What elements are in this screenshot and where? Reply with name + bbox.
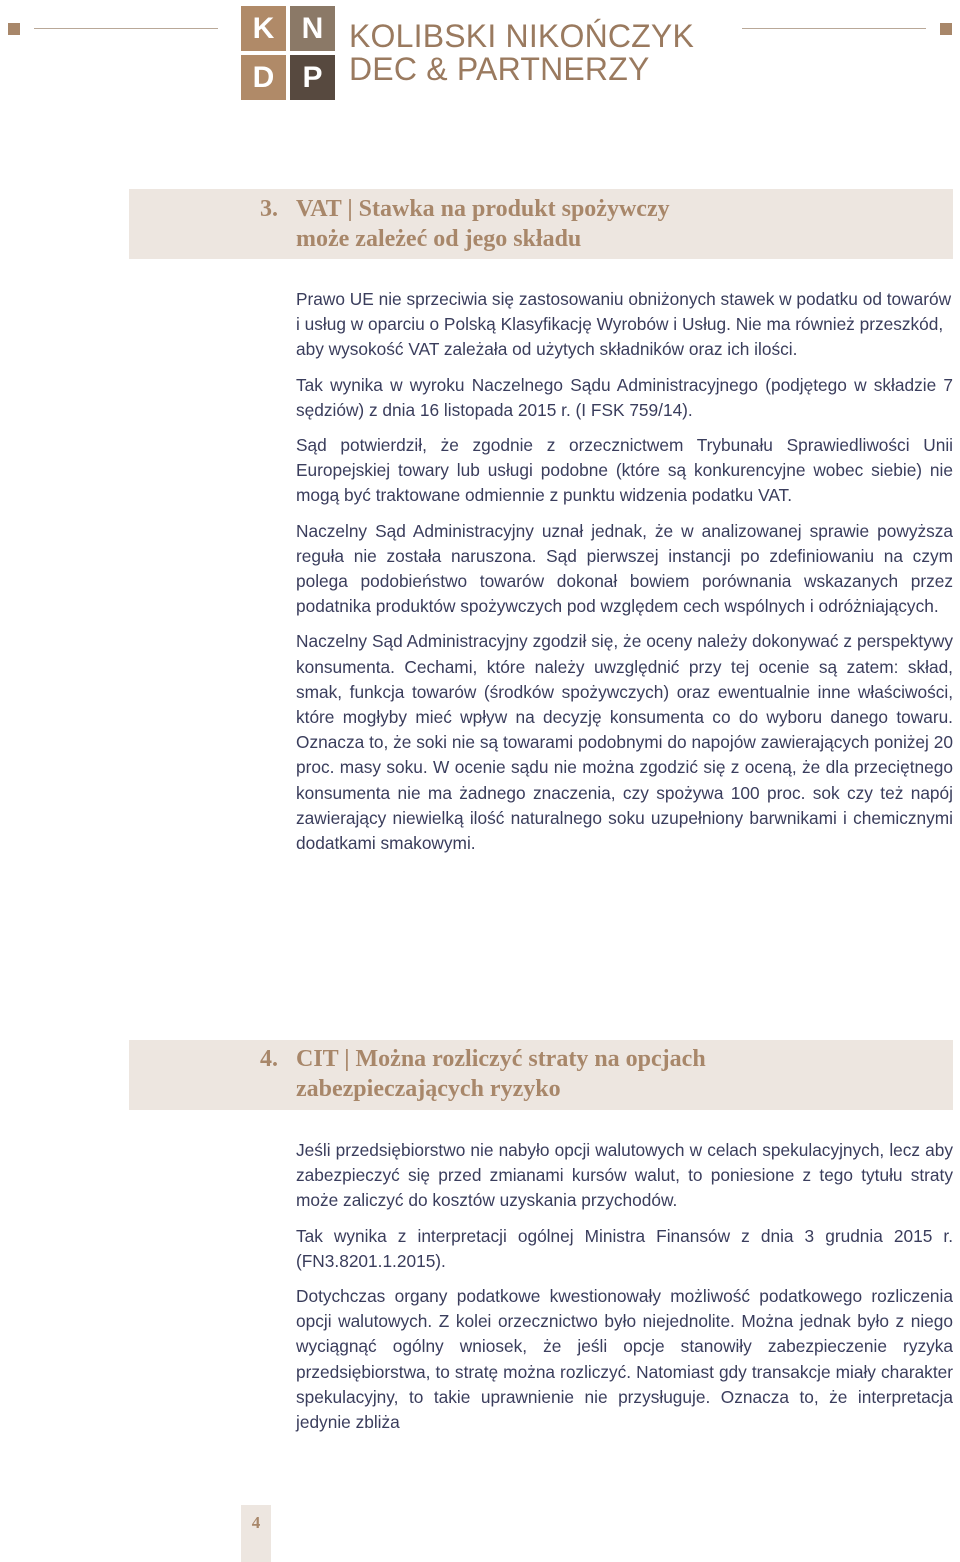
logo-letter-k: K — [241, 6, 286, 51]
section-3-body — [296, 287, 953, 866]
section-4-body — [296, 1138, 953, 1445]
section-3-number: 3. — [260, 196, 278, 222]
logo-letter-d: D — [241, 55, 286, 100]
logo-letter-p: P — [290, 55, 335, 100]
section-3-paragraph: Sąd potwierdził, że zgodnie z orzecznictwem Trybunału Sprawiedliwości Unii Europejskiej towary lub usługi podobne (które są konkurencyjne wobec siebie) nie mogą być traktowane odmiennie z punktu widzenia podatku VAT. — [296, 435, 953, 506]
page-number-text: 4 — [251, 1513, 261, 1532]
section-3-title: VAT | Stawka na produkt spożywczy może zależeć od jego składu — [296, 196, 670, 252]
section-3-paragraph: Naczelny Sąd Administracyjny zgodził się, że oceny należy dokonywać z perspektywy konsumenta. Cechami, które należy uwzględnić przy tej ocenie są zatem: skład, smak, funkcja towarów (środków spożywczych) oraz ewentualnie inne właściwości, które mogłyby mieć wpływ na decyzję konsumenta co do wyboru danego towaru. Oznacza to, że soki nie są towarami podobnymi do napojów zawierających poniżej 20 proc. masy soku. W ocenie sądu nie można zgodzić się z oceną, że dla przeciętnego konsumenta nie ma żadnego znaczenia, czy spożywa 100 proc. sok czy też napój zawierający niewielką ilość naturalnego soku uzupełniony barwnikami i chemicznymi dodatkami smakowymi. — [296, 631, 953, 854]
logo-letter-n: N — [290, 6, 335, 51]
section-4-title: CIT | Można rozliczyć straty na opcjach zabezpieczających ryzyko — [296, 1046, 706, 1102]
header-rule-left — [34, 28, 218, 29]
page-number — [241, 1505, 271, 1562]
firm-name-line1: KOLIBSKI NIKOŃCZYK — [349, 18, 695, 54]
firm-name-line2: DEC & PARTNERZY — [349, 51, 650, 87]
firm-name — [349, 20, 694, 86]
section-4-paragraph: Dotychczas organy podatkowe kwestionowały możliwość podatkowego rozliczenia opcji walutowych. Z kolei orzecznictwo było niejednolite. Można jednak było z niego wyciągnąć ogólny wniosek, że jeśli opcje stanowiły zabezpieczenie ryzyka przedsiębiorstwa, to stratę można rozliczyć. Natomiast gdy transakcje miały charakter spekulacyjny, to takie uprawnienie nie przysługuje. Oznacza to, że interpretacja jedynie zbliża — [296, 1286, 953, 1433]
header-rule-right — [742, 28, 926, 29]
firm-logo — [241, 6, 335, 100]
section-4-paragraph: Jeśli przedsiębiorstwo nie nabyło opcji walutowych w celach spekulacyjnych, lecz aby zabezpieczyć się przed zmianami kursów walut, to poniesione z tego tytułu straty może zaliczyć do kosztów uzyskania przychodów. — [296, 1140, 953, 1211]
header-square-left — [8, 23, 20, 35]
section-4-number: 4. — [260, 1046, 278, 1072]
section-4-paragraph: Tak wynika z interpretacji ogólnej Ministra Finansów z dnia 3 grudnia 2015 r. (FN3.8201.1.2015). — [296, 1225, 953, 1271]
section-3-paragraph: Prawo UE nie sprzeciwia się zastosowaniu obniżonych stawek w podatku od towarów i usług w oparciu o Polską Klasyfikację Wyrobów i Usług. Nie ma również przeszkód, aby wysokość VAT zależała od użytych składników oraz ich ilości. — [296, 289, 952, 360]
section-3-paragraph: Naczelny Sąd Administracyjny uznał jednak, że w analizowanej sprawie powyższa reguła nie została naruszona. Sąd pierwszej instancji po zdefiniowaniu na czym polega podobieństwo towarów dokonał bowiem porównania wskazanych przez podatnika produktów spożywczych pod względem cech wspólnych i odróżniających. — [296, 520, 953, 617]
header-square-right — [940, 23, 952, 35]
section-3-paragraph: Tak wynika w wyroku Naczelnego Sądu Administracyjnego (podjętego w składzie 7 sędziów) z dnia 16 listopada 2015 r. (I FSK 759/14). — [296, 374, 953, 420]
